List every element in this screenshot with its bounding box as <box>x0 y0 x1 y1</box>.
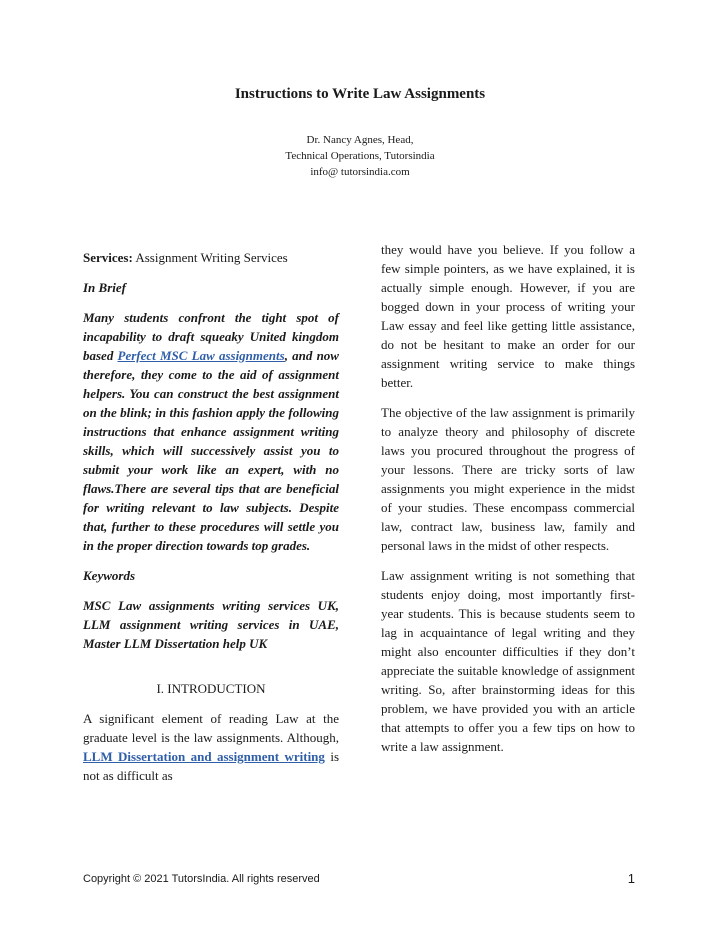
introduction-heading: I. INTRODUCTION <box>156 681 266 696</box>
keywords-text: MSC Law assignments writing services UK, LLM assignment writing services in UAE, Master LLM Dissertation help UK <box>83 598 339 651</box>
copyright-text: Copyright © 2021 TutorsIndia. All rights reserved <box>83 873 320 885</box>
body-paragraph-1: they would have you believe. If you follow a few simple pointers, as we have explained, it is actually simple enough. However, if you are bogged down in your process of writing your Law essay and feel like getting little assistance, do not be hesitant to make an order for our assignment writing service to make things better. <box>381 242 635 390</box>
llm-dissertation-link[interactable]: LLM Dissertation and assignment writing <box>83 749 325 764</box>
perfect-msc-law-link[interactable]: Perfect MSC Law assignments <box>117 348 285 363</box>
services-line <box>83 248 339 267</box>
body-paragraph-3: Law assignment writing is not something that students enjoy doing, most importantly first-year students. This is because students seem to lag in acquaintance of legal writing and they might also encounter difficulties if they don’t appreciate the suitable knowledge of assignment writing. So, after brainstorming ideas for this problem, we have provided you with an article that attempts to offer you a few tips on how to write a law assignment. <box>381 568 635 754</box>
page-number: 1 <box>627 871 635 886</box>
intro-text: A significant element of reading Law at the graduate level is the law assignments. Although, <box>83 711 339 745</box>
paper-title: Instructions to Write Law Assignments <box>234 86 486 102</box>
author-email: info@ tutorsindia.com <box>310 166 410 178</box>
author-block <box>0 132 720 180</box>
intro-paragraph <box>83 709 339 785</box>
author-affiliation: Technical Operations, Tutorsindia <box>285 150 435 162</box>
services-label: Services: <box>83 250 133 265</box>
services-value: Assignment Writing Services <box>132 250 288 265</box>
in-brief-heading: In Brief <box>83 280 126 295</box>
abstract-text-continued: , and now therefore, they come to the aid of assignment helpers. You can construct the best assignment on the blink; in this fashion apply the following instructions that enhance assignment writing skills, which will successively assist you to submit your work like an expert, with no flaws.There are several tips that are beneficial for writing relevant to law subjects. Despite that, further to these procedures will settle you in the proper direction towards top grades. <box>83 348 339 553</box>
body-paragraph-2: The objective of the law assignment is primarily to analyze theory and philosophy of discrete laws you procured throughout the progress of your lessons. There are tricky sorts of law assignments you might experience in the midst of your studies. These encompass commercial law, contract law, business law, family and personal laws in the midst of other respects. <box>381 405 635 553</box>
abstract-paragraph <box>83 308 339 555</box>
page-footer <box>83 873 635 885</box>
abstract-text: Many students confront the tight spot of incapability to draft squeaky United kingdom based <box>83 310 339 363</box>
left-column <box>83 248 339 785</box>
right-column <box>381 240 635 767</box>
author-line: Dr. Nancy Agnes, Head, <box>306 134 414 146</box>
intro-text-continued: is not as difficult as <box>83 749 339 783</box>
keywords-heading: Keywords <box>83 568 135 583</box>
